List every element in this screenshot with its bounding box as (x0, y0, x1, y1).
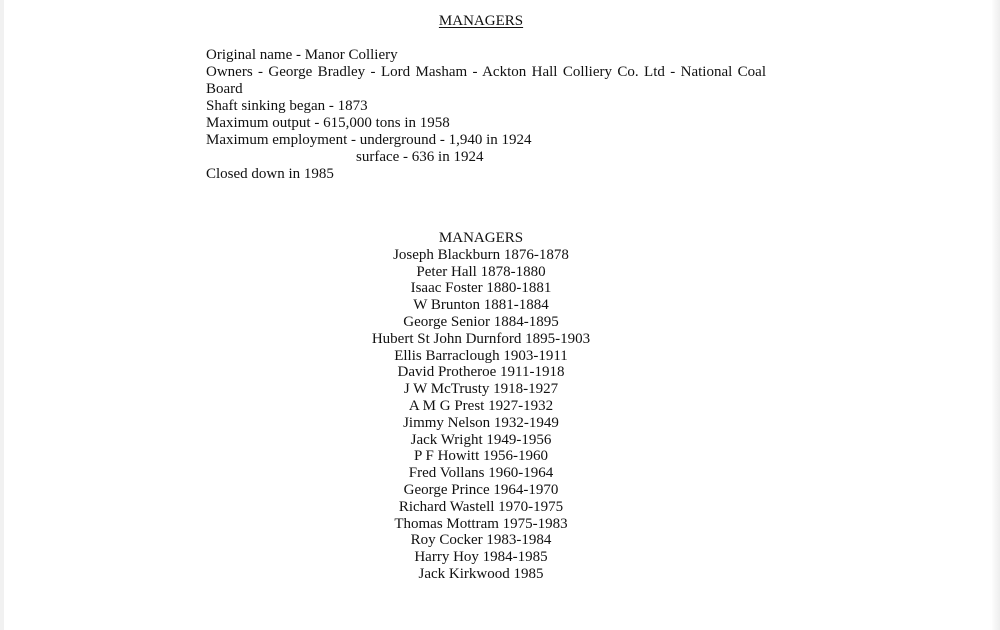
manager-entry: George Senior 1884-1895 (403, 313, 559, 330)
manager-entry: J W McTrusty 1918-1927 (403, 381, 559, 398)
manager-entry: David Protheroe 1911-1918 (397, 364, 565, 381)
manager-entry: Jack Kirkwood 1985 (418, 565, 544, 582)
maximum-employment-line: Maximum employment - underground - 1,940 in 1924 (206, 132, 532, 148)
manager-entry: Joseph Blackburn 1876-1878 (393, 246, 569, 263)
manager-entry: George Prince 1964-1970 (403, 481, 559, 498)
shaft-sinking-line: Shaft sinking began - 1873 (206, 98, 368, 114)
manager-list (0, 247, 962, 583)
page-edge-right (992, 0, 1000, 630)
manager-entry: A M G Prest 1927-1932 (408, 397, 554, 414)
original-name-line: Original name - Manor Colliery (206, 47, 398, 63)
manager-entry: Thomas Mottram 1975-1983 (394, 515, 568, 532)
closed-down-line: Closed down in 1985 (206, 166, 334, 182)
maximum-output-line: Maximum output - 615,000 tons in 1958 (206, 115, 450, 131)
owners-line: Owners - George Bradley - Lord Masham - Ackton Hall Colliery Co. Ltd - National Coal Board (206, 64, 766, 97)
managers-heading: MANAGERS (438, 230, 524, 246)
manager-entry: Jack Wright 1949-1956 (410, 431, 552, 448)
manager-entry: Harry Hoy 1984-1985 (414, 549, 548, 566)
manager-entry: Richard Wastell 1970-1975 (398, 498, 564, 515)
manager-entry: Hubert St John Durnford 1895-1903 (371, 330, 591, 347)
document-title: MANAGERS (438, 13, 524, 29)
manager-entry: Peter Hall 1878-1880 (416, 263, 546, 280)
manager-entry: Isaac Foster 1880-1881 (410, 280, 552, 297)
manager-entry: Jimmy Nelson 1932-1949 (403, 414, 559, 431)
surface-employment-line: surface - 636 in 1924 (356, 149, 484, 165)
managers-section (0, 230, 962, 583)
manager-entry: P F Howitt 1956-1960 (413, 448, 549, 465)
manager-entry: W Brunton 1881-1884 (413, 297, 549, 314)
manager-entry: Ellis Barraclough 1903-1911 (394, 347, 568, 364)
colliery-facts (206, 47, 766, 183)
manager-entry: Fred Vollans 1960-1964 (408, 465, 554, 482)
manager-entry: Roy Cocker 1983-1984 (410, 532, 552, 549)
